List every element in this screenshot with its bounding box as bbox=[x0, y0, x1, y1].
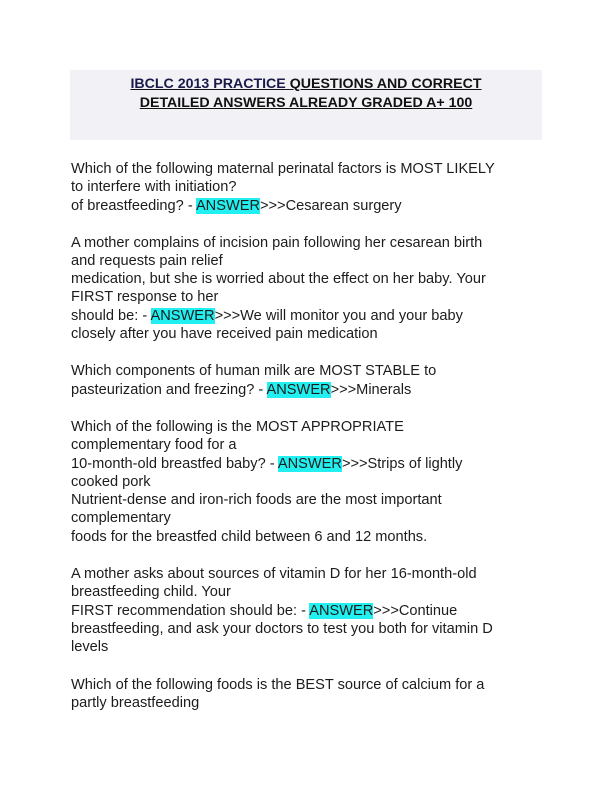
q1-answer-pre: of breastfeeding? - bbox=[71, 198, 196, 214]
q4-after-line-4: foods for the breastfed child between 6 and 12 months. bbox=[71, 529, 428, 545]
q2-answer-line bbox=[71, 307, 463, 325]
q4-line-1: Which of the following is the MOST APPROPRIATE bbox=[71, 419, 404, 435]
q1-answer-text: >>>Cesarean surgery bbox=[260, 198, 402, 214]
q4-answer-pre: 10-month-old breastfed baby? - bbox=[71, 456, 278, 472]
q2-answer-text: >>>We will monitor you and your baby bbox=[214, 308, 463, 324]
q3-line-1: Which components of human milk are MOST STABLE to bbox=[71, 363, 437, 379]
document-title-line-2: DETAILED ANSWERS ALREADY GRADED A+ 100 bbox=[139, 95, 473, 111]
q2-line-2: and requests pain relief bbox=[71, 253, 223, 269]
document-title-line-1 bbox=[70, 76, 542, 93]
q5-answer-pre: FIRST recommendation should be: - bbox=[71, 603, 310, 619]
title-block bbox=[70, 70, 542, 140]
q2-line-4: FIRST response to her bbox=[71, 289, 219, 305]
answer-highlight: ANSWER bbox=[150, 308, 215, 324]
q6-line-1: Which of the following foods is the BEST source of calcium for a bbox=[71, 677, 485, 693]
q1-line-1: Which of the following maternal perinatal factors is MOST LIKELY bbox=[71, 161, 495, 177]
q5-answer-text: >>>Continue bbox=[373, 603, 458, 619]
q3-answer-line bbox=[71, 381, 411, 399]
answer-highlight: ANSWER bbox=[309, 603, 374, 619]
q5-line-1: A mother asks about sources of vitamin D for her 16-month-old bbox=[71, 566, 477, 582]
q2-answer-pre: should be: - bbox=[71, 308, 151, 324]
q4-after-line-2: Nutrient-dense and iron-rich foods are the most important bbox=[71, 492, 442, 508]
answer-highlight: ANSWER bbox=[277, 456, 342, 472]
title-rest: QUESTIONS AND CORRECT bbox=[289, 76, 482, 92]
q2-line-1: A mother complains of incision pain following her cesarean birth bbox=[71, 235, 483, 251]
q1-answer-line bbox=[71, 197, 402, 215]
answer-highlight: ANSWER bbox=[195, 198, 261, 214]
q1-line-2: to interfere with initiation? bbox=[71, 179, 237, 195]
answer-highlight: ANSWER bbox=[266, 382, 331, 398]
q5-after-line-2: levels bbox=[71, 639, 109, 655]
q5-line-2: breastfeeding child. Your bbox=[71, 584, 231, 600]
q3-answer-text: >>>Minerals bbox=[330, 382, 412, 398]
q4-answer-line bbox=[71, 455, 462, 473]
title-prefix: IBCLC 2013 PRACTICE bbox=[130, 76, 286, 92]
q4-after-line-3: complementary bbox=[71, 510, 171, 526]
q2-line-3: medication, but she is worried about the effect on her baby. Your bbox=[71, 271, 486, 287]
q5-after-line-1: breastfeeding, and ask your doctors to test you both for vitamin D bbox=[71, 621, 493, 637]
q3-answer-pre: pasteurization and freezing? - bbox=[71, 382, 267, 398]
q2-after-line-1: closely after you have received pain medication bbox=[71, 326, 378, 342]
q4-line-2: complementary food for a bbox=[71, 437, 237, 453]
q4-answer-text: >>>Strips of lightly bbox=[341, 456, 463, 472]
q5-answer-line bbox=[71, 602, 457, 620]
q4-after-line-1: cooked pork bbox=[71, 474, 151, 490]
q6-line-2: partly breastfeeding bbox=[71, 695, 200, 711]
